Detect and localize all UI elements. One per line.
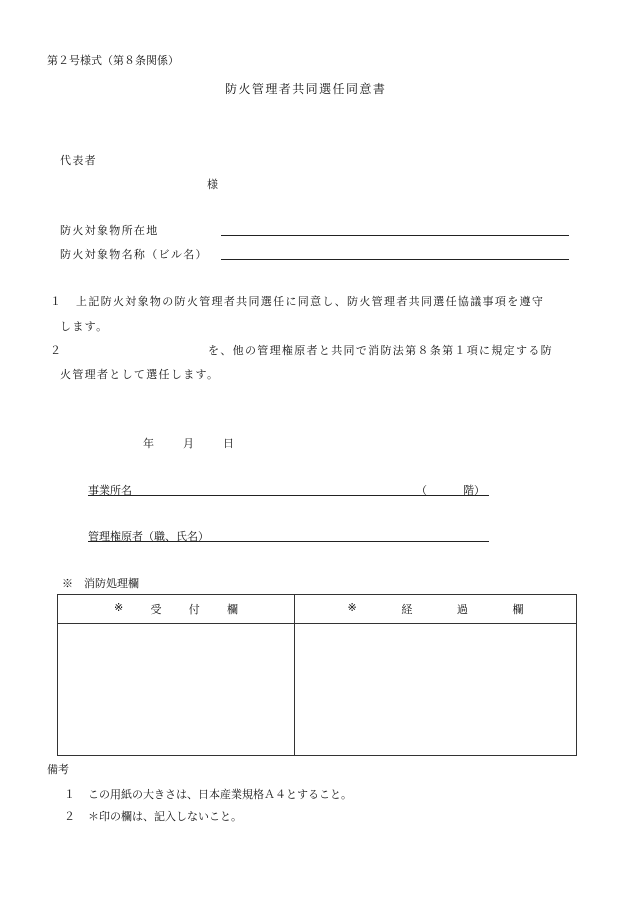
addressee-label: 代表者 — [60, 154, 97, 167]
date-day: 日 — [223, 437, 234, 450]
form-title: 防火管理者共同選任同意書 — [225, 82, 387, 96]
note-2-text: ＊印の欄は、記入しないこと。 — [88, 810, 242, 823]
reception-cell[interactable] — [58, 624, 295, 756]
clause-2-line2: 火管理者として選任します。 — [60, 368, 220, 381]
property-name-line[interactable] — [221, 259, 569, 260]
reception-header-mark: ※ — [114, 601, 124, 614]
clause-1-number: １ — [50, 295, 61, 308]
office-open-paren: （ — [416, 484, 427, 497]
form-number: 第２号様式（第８条関係） — [47, 54, 179, 67]
location-line[interactable] — [221, 235, 569, 236]
reception-header-char3: 欄 — [226, 603, 238, 616]
date-year: 年 — [143, 437, 154, 450]
office-floor: 階） — [463, 484, 485, 497]
progress-cell[interactable] — [295, 624, 577, 756]
owner-label: 管理権原者（職、氏名） — [88, 530, 209, 543]
owner-line[interactable] — [88, 541, 489, 542]
reception-header-char1: 受 — [150, 603, 162, 616]
property-name-label: 防火対象物名称（ビル名） — [60, 248, 208, 261]
clause-1-line1: 上記防火対象物の防火管理者共同選任に同意し、防火管理者共同選任協議事項を遵守 — [76, 295, 545, 308]
note-2-number: ２ — [64, 810, 75, 823]
processing-table — [57, 594, 577, 756]
addressee-honorific: 様 — [207, 178, 218, 191]
processing-label: ※ 消防処理欄 — [62, 577, 139, 590]
progress-header-char2: 過 — [456, 603, 468, 616]
progress-header-char3: 欄 — [512, 603, 524, 616]
note-1-number: １ — [64, 788, 75, 801]
clause-2-number: ２ — [50, 344, 61, 357]
note-1-text: この用紙の大きさは、日本産業規格Ａ４とすること。 — [88, 788, 352, 801]
clause-1-line2: します。 — [60, 320, 109, 333]
progress-header — [295, 595, 577, 624]
location-label: 防火対象物所在地 — [60, 224, 159, 237]
office-label: 事業所名 — [88, 484, 132, 497]
clause-2-line1: を、他の管理権原者と共同で消防法第８条第１項に規定する防 — [208, 344, 553, 357]
reception-header — [58, 595, 295, 624]
progress-header-mark: ※ — [347, 601, 357, 614]
date-month: 月 — [183, 437, 194, 450]
office-line[interactable] — [88, 495, 489, 496]
progress-header-char1: 経 — [401, 603, 413, 616]
reception-header-char2: 付 — [188, 603, 200, 616]
notes-heading: 備考 — [47, 763, 69, 776]
